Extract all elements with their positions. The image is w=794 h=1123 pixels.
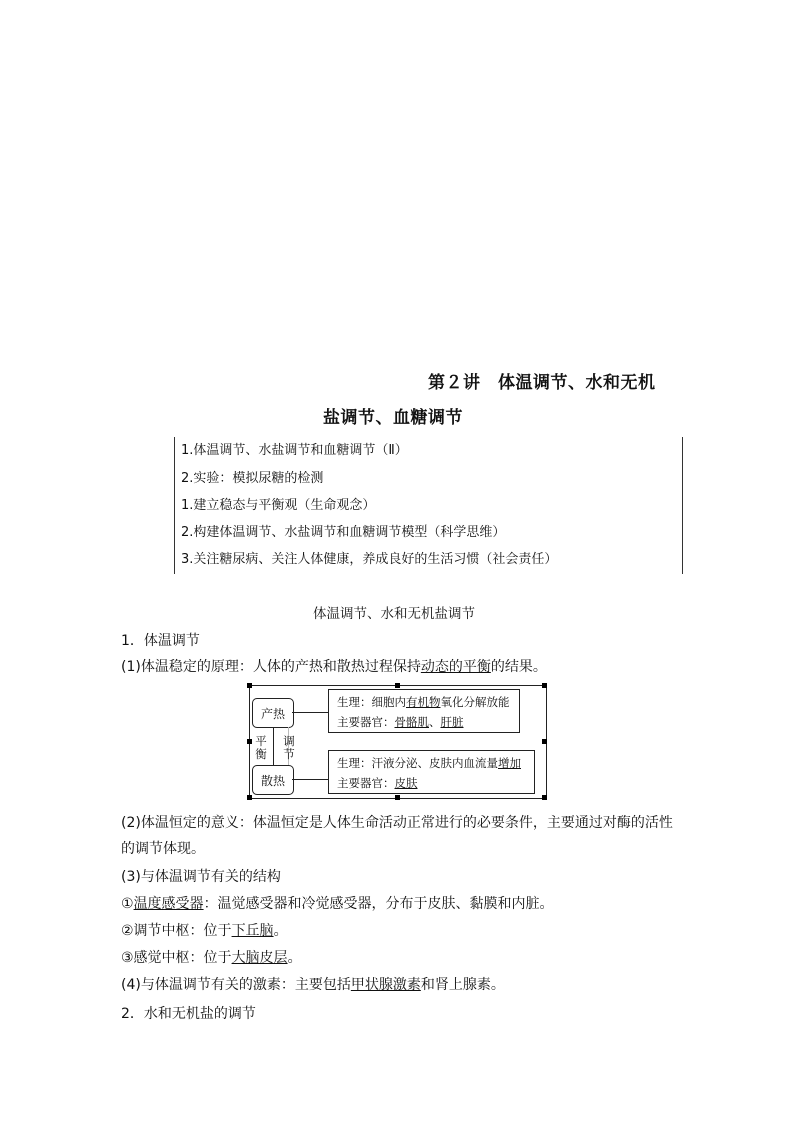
- underlined-answer: 有机物: [406, 695, 441, 709]
- text: 。: [287, 950, 302, 966]
- char: 平: [255, 734, 267, 748]
- char: 节: [283, 747, 295, 761]
- heat-dissipation-label: 散热: [260, 773, 285, 788]
- connector-line: [292, 712, 328, 713]
- lecture-title-line1: 第２讲 体温调节、水和无机: [428, 373, 656, 393]
- text: (1)体温稳定的原理：人体的产热和散热过程保持: [121, 659, 421, 675]
- structure-center: [121, 920, 288, 940]
- selection-handle: [542, 683, 547, 688]
- text: 、: [429, 715, 441, 729]
- selection-handle: [542, 739, 547, 744]
- underlined-answer: 温度感受器: [133, 896, 204, 912]
- text: ③感觉中枢：位于: [121, 950, 232, 966]
- text: 生理：细胞内: [337, 695, 406, 709]
- underlined-answer: 大脑皮层: [231, 950, 288, 966]
- text: 和肾上腺素。: [420, 977, 505, 993]
- heat-dissipation-detail-box: [328, 750, 535, 794]
- connector-line: [273, 727, 274, 765]
- balance-label: [255, 735, 267, 761]
- text: 的结果。: [490, 659, 547, 675]
- selection-handle: [395, 683, 400, 688]
- underlined-answer: 增加: [498, 756, 521, 770]
- paragraph-principle: [121, 656, 547, 676]
- section-title: 体温调节、水和无机盐调节: [313, 606, 475, 622]
- structure-receptors: [121, 893, 554, 913]
- heat-production-box: [252, 698, 294, 728]
- heat-production-detail-box: [328, 689, 520, 733]
- underlined-answer: 甲状腺激素: [350, 977, 421, 993]
- production-organs: [337, 714, 464, 730]
- heat-production-label: 产热: [260, 706, 285, 721]
- regulate-label: [283, 735, 295, 761]
- text: 。: [273, 923, 288, 939]
- char: 调: [283, 734, 295, 748]
- underlined-answer: 皮肤: [394, 776, 418, 790]
- connector-line: [292, 779, 328, 780]
- underlined-answer: 下丘脑: [231, 923, 274, 939]
- selection-handle: [247, 795, 252, 800]
- structure-sensory-center: [121, 947, 302, 967]
- paragraph-significance-line2: 的调节体现。: [121, 841, 205, 857]
- selection-handle: [247, 739, 252, 744]
- selection-handle: [542, 795, 547, 800]
- learning-goals-box: [174, 437, 683, 574]
- thermoregulation-diagram: [249, 685, 547, 799]
- text: 氧化分解放能: [440, 695, 510, 709]
- text: 主要器官：: [337, 715, 395, 729]
- underlined-answer: 肝脏: [440, 715, 464, 729]
- selection-handle: [395, 795, 400, 800]
- paragraph-structures: (3)与体温调节有关的结构: [121, 869, 281, 885]
- text: ：温觉感受器和冷觉感受器，分布于皮肤、黏膜和内脏。: [203, 896, 554, 912]
- char: 衡: [255, 747, 267, 761]
- heat-dissipation-box: [252, 765, 294, 795]
- goal-item: 3.关注糖尿病、关注人体健康，养成良好的生活习惯（社会责任）: [181, 552, 558, 567]
- goal-item: 1.体温调节、水盐调节和血糖调节（Ⅱ）: [181, 443, 408, 458]
- production-physiology: [337, 694, 510, 710]
- lecture-title-line2: 盐调节、血糖调节: [323, 408, 463, 428]
- goal-item: 2.构建体温调节、水盐调节和血糖调节模型（科学思维）: [181, 525, 506, 540]
- goal-item: 1.建立稳态与平衡观（生命观念）: [181, 498, 376, 513]
- text: (4)与体温调节有关的激素：主要包括: [121, 977, 351, 993]
- underlined-answer: 动态的平衡: [420, 659, 491, 675]
- selection-handle: [247, 683, 252, 688]
- goal-item: 2.实验：模拟尿糖的检测: [181, 471, 324, 486]
- paragraph-hormones: [121, 974, 505, 994]
- dissipation-organs: [337, 775, 418, 791]
- paragraph-significance-line1: (2)体温恒定的意义：体温恒定是人体生命活动正常进行的必要条件，主要通过对酶的活性: [121, 815, 673, 831]
- heading-temperature-regulation: 1．体温调节: [121, 633, 200, 649]
- text: ①: [121, 896, 134, 912]
- underlined-answer: 骨骼肌: [394, 715, 429, 729]
- heading-water-salt-regulation: 2．水和无机盐的调节: [121, 1006, 256, 1022]
- text: 主要器官：: [337, 776, 395, 790]
- text: 生理：汗液分泌、皮肤内血流量: [337, 756, 498, 770]
- text: ②调节中枢：位于: [121, 923, 232, 939]
- dissipation-physiology: [337, 755, 521, 771]
